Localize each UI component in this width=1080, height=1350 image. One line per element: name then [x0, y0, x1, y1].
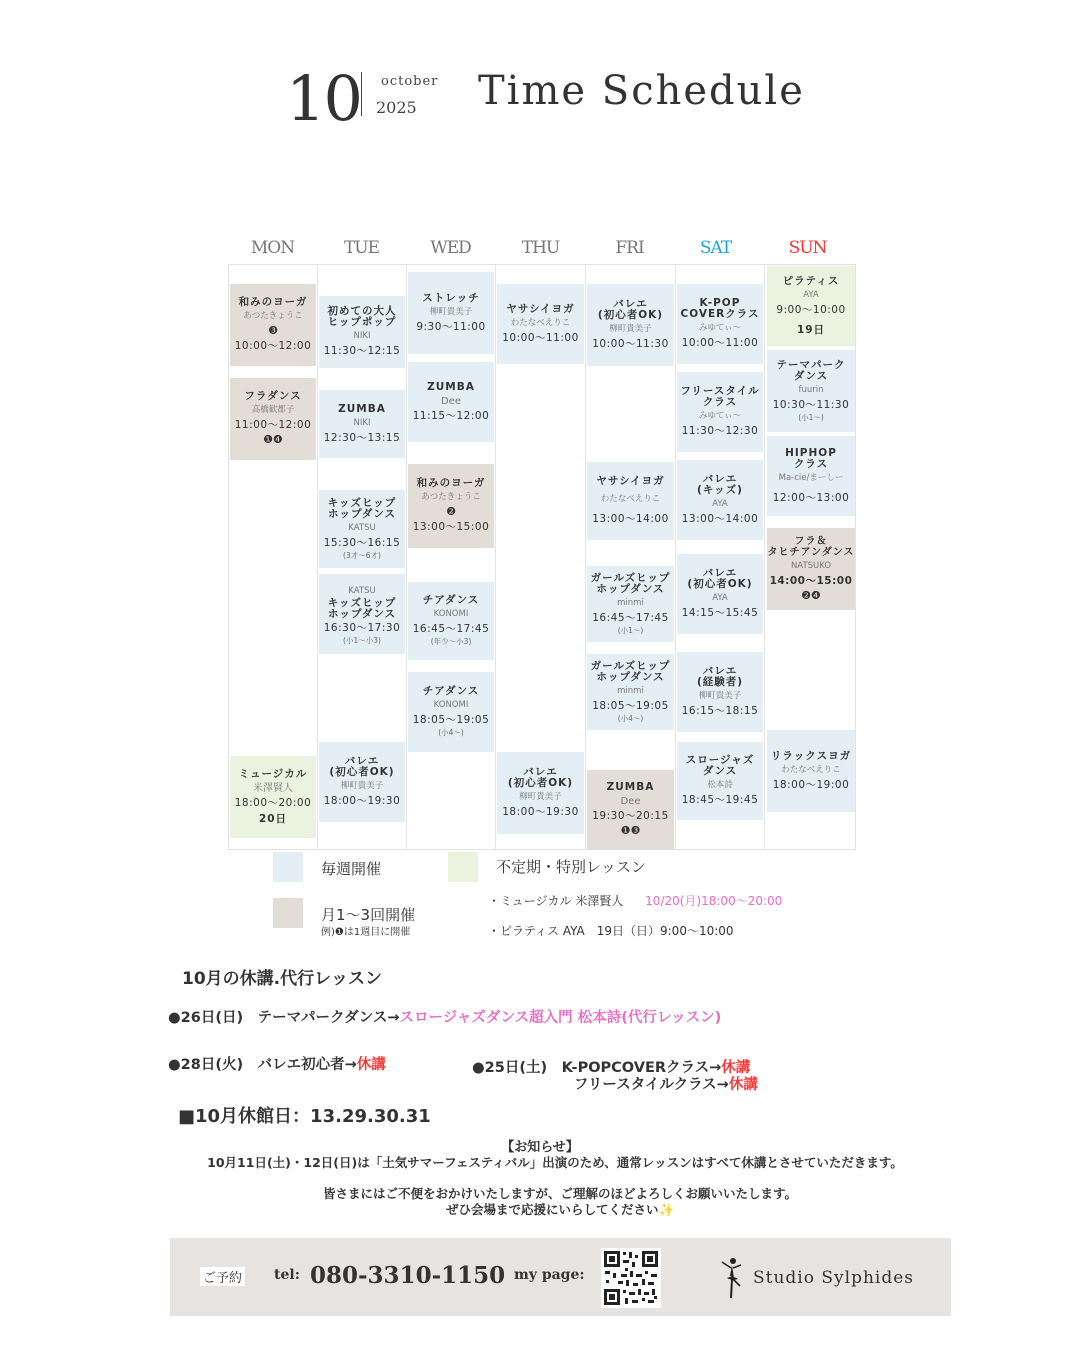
lesson-title: ガールズヒップ ホップダンス [590, 571, 671, 595]
lesson-title: バレエ (初心者OK) [687, 567, 753, 590]
lesson-card[interactable] [767, 266, 855, 346]
lesson-title: フラ＆ タヒチアンダンス [767, 535, 855, 558]
lesson-time: 11:15〜12:00 [412, 409, 490, 422]
lesson-card[interactable] [677, 372, 763, 452]
lesson-note: (3才〜6才) [343, 550, 381, 560]
lesson-teacher: AYA [803, 290, 819, 300]
lesson-title: リラックスヨガ [770, 749, 852, 762]
lesson-teacher: KONOMI [433, 700, 469, 710]
lesson-note: (年少〜小3) [430, 637, 472, 646]
lesson-time: 10:00〜11:30 [592, 338, 669, 350]
lesson-note: (小1〜) [617, 625, 644, 635]
lesson-time: 16:45〜17:45 [592, 611, 669, 624]
lesson-card[interactable] [408, 464, 494, 548]
closure-text: ●26日(日) テーマパークダンス→ [168, 1010, 400, 1026]
notice-line: 10月11日(土)・12日(日)は「土気サマーフェスティバル」出演のため、通常レッスンはすべて休講とさせていただきます。 [207, 1155, 903, 1170]
lesson-teacher: AYA [712, 593, 728, 603]
lesson-teacher: 柳町貴美子 [519, 792, 562, 802]
lesson-date: 20日 [258, 813, 288, 825]
lesson-card[interactable] [319, 390, 405, 458]
closure-item [168, 1006, 721, 1027]
lesson-teacher: NIKI [353, 417, 371, 428]
column-divider [585, 264, 586, 850]
lesson-note: (小1〜) [798, 412, 824, 422]
lesson-time: 9:30〜11:00 [416, 320, 486, 333]
lesson-teacher: 柳町貴美子 [340, 781, 384, 791]
lesson-card[interactable] [497, 752, 584, 834]
lesson-teacher: minmi [617, 597, 644, 608]
day-wed: WED [430, 238, 471, 258]
holidays: ■10月休館日：13.29.30.31 [178, 1106, 431, 1127]
lesson-card[interactable] [408, 582, 494, 660]
lesson-card[interactable] [677, 460, 763, 540]
lesson-teacher: minmi [617, 685, 644, 696]
month-name: october [381, 74, 439, 89]
lesson-time: 13:00〜15:00 [412, 521, 490, 533]
notice-heading: 【お知らせ】 [501, 1140, 579, 1155]
lesson-teacher: 松本詩 [707, 780, 733, 790]
lesson-title: バレエ (キッズ) [697, 473, 743, 496]
lesson-time: 18:00〜19:30 [502, 806, 579, 818]
lesson-time: 18:00〜19:30 [323, 795, 401, 807]
studio-name: Studio Sylphides [753, 1268, 915, 1288]
closure-text: ●28日(火) バレエ初心者→ [168, 1057, 357, 1073]
notice-line: 皆さまにはご不便をおかけいたしますが、ご理解のほどよろしくお願いいたします。 [322, 1186, 797, 1201]
lesson-time: 11:30〜12:30 [681, 425, 759, 437]
lesson-teacher: fuurin [798, 384, 824, 395]
tel-label: tel: [274, 1267, 300, 1283]
week-mark: ❸ [268, 324, 278, 337]
lesson-title: バレエ (初心者OK) [507, 766, 574, 789]
lesson-note: (小4〜) [438, 728, 464, 737]
closure-cancel: 休講 [721, 1060, 751, 1076]
lesson-card[interactable] [319, 574, 405, 654]
lesson-card[interactable] [677, 742, 763, 820]
lesson-teacher: わたなべえりこ [600, 494, 661, 504]
lesson-title: 和みのヨーガ [238, 296, 308, 308]
closure-cancel: 休講 [356, 1057, 386, 1073]
lesson-card[interactable] [677, 284, 763, 364]
legend-special-swatch [448, 852, 478, 882]
qr-code-icon[interactable] [601, 1248, 661, 1308]
lesson-card[interactable] [319, 742, 405, 822]
day-fri: FRI [615, 238, 644, 258]
lesson-title: キッズヒップ ホップダンス [327, 496, 397, 520]
legend-special-label: 不定期・特別レッスン [496, 858, 646, 876]
lesson-title: ミュージカル [238, 768, 308, 780]
lesson-title: HIPHOP クラス [785, 446, 837, 470]
lesson-title: 和みのヨーガ [416, 477, 486, 489]
day-mon: MON [250, 238, 295, 258]
lesson-teacher: Dee [440, 395, 461, 407]
legend-weekly-swatch [273, 852, 303, 882]
lesson-time: 18:05〜19:05 [412, 714, 490, 726]
special-item [488, 892, 782, 909]
ballerina-logo-icon [718, 1256, 744, 1300]
lesson-title: キッズヒップ ホップダンス [327, 596, 397, 620]
notice-line: ぜひ会場まで応援にいらしてください✨ [445, 1202, 675, 1217]
lesson-card[interactable] [587, 462, 674, 540]
week-mark: ❶❸ [620, 824, 641, 837]
day-headers [228, 238, 856, 260]
column-divider [764, 264, 765, 850]
lesson-card[interactable] [408, 672, 494, 752]
year: 2025 [376, 98, 417, 117]
closure-item [574, 1073, 758, 1094]
lesson-title: ピラティス [782, 275, 840, 287]
lesson-card[interactable] [230, 284, 316, 366]
lesson-card[interactable] [587, 566, 674, 642]
lesson-title: 初めての大人 ヒップポップ [327, 305, 397, 328]
lesson-card[interactable] [319, 296, 405, 368]
column-divider [675, 264, 676, 850]
lesson-card[interactable] [767, 350, 855, 432]
lesson-title: フリースタイル クラス [680, 385, 760, 408]
lesson-title: ZUMBA [427, 380, 475, 393]
lesson-title: バレエ (初心者OK) [329, 755, 395, 778]
lesson-card[interactable] [587, 284, 674, 366]
lesson-title: スロージャズ ダンス [685, 754, 755, 777]
lesson-title: ヤサシイヨガ [506, 302, 575, 315]
lesson-note: (小1〜小3) [343, 635, 381, 645]
lesson-title: ストレッチ [422, 291, 480, 304]
lesson-teacher: Ma-cie/まーしー [778, 472, 844, 483]
lesson-note: (小4〜) [617, 713, 644, 723]
day-sun: SUN [788, 238, 827, 258]
lesson-card[interactable] [230, 378, 316, 460]
reserve-label: ご予約 [200, 1267, 245, 1286]
lesson-teacher: みゆてぃ〜 [698, 411, 742, 421]
lesson-time: 18:00〜19:00 [772, 778, 850, 791]
lesson-time: 13:00〜14:00 [592, 513, 669, 525]
lesson-teacher: 柳町貴美子 [429, 306, 473, 317]
day-sat: SAT [699, 238, 732, 258]
day-thu: THU [521, 238, 560, 258]
lesson-title: ヤサシイヨガ [596, 475, 665, 487]
lesson-time: 19:30〜20:15 [592, 810, 669, 822]
lesson-teacher: わたなべえりこ [510, 317, 571, 328]
lesson-title: K-POP COVERクラス [680, 297, 760, 320]
lesson-teacher: AYA [712, 499, 728, 509]
lesson-title: バレエ (初心者OK) [597, 298, 664, 321]
lesson-teacher: あつたきょうこ [243, 311, 303, 321]
lesson-card[interactable] [230, 756, 316, 838]
lesson-title: ZUMBA [606, 781, 655, 793]
lesson-title: ZUMBA [338, 402, 386, 415]
lesson-time: 16:30〜17:30 [323, 621, 401, 634]
special-item-date: 10/20(月)18:00〜20:00 [645, 894, 783, 908]
lesson-time: 9:00〜10:00 [776, 304, 846, 316]
lesson-teacher: 柳町貴美子 [698, 691, 742, 701]
lesson-time: 18:05〜19:05 [592, 699, 669, 712]
legend-monthly-note: 例)❶は1週目に開催 [321, 927, 411, 938]
lesson-time: 11:30〜12:15 [323, 345, 401, 357]
column-divider [495, 264, 496, 850]
lesson-time: 10:00〜12:00 [234, 340, 312, 352]
week-mark: ❷❹ [801, 588, 821, 602]
lesson-title: チアダンス [422, 594, 480, 606]
lesson-time: 12:30〜13:15 [323, 431, 401, 444]
lesson-title: チアダンス [422, 685, 480, 697]
special-item-text: ・ミュージカル 米澤賢人 [488, 894, 624, 908]
lesson-card[interactable] [767, 436, 855, 516]
day-tue: TUE [343, 238, 380, 258]
header-divider [361, 72, 362, 116]
mypage-label: my page: [514, 1267, 585, 1283]
lesson-title: テーマパーク ダンス [776, 358, 846, 382]
lesson-card[interactable] [587, 770, 674, 850]
lesson-card[interactable] [677, 652, 763, 732]
lesson-title: バレエ (経験者) [696, 665, 744, 688]
lesson-time: 18:45〜19:45 [681, 794, 759, 806]
lesson-teacher: Dee [620, 796, 641, 807]
lesson-teacher: あつたきょうこ [421, 492, 481, 502]
lesson-time: 12:00〜13:00 [772, 491, 850, 504]
lesson-time: 14:15〜15:45 [681, 607, 759, 619]
lesson-time: 10:00〜11:00 [502, 331, 579, 344]
lesson-card[interactable] [587, 654, 674, 730]
week-mark: ❷ [446, 505, 456, 518]
lesson-card[interactable] [408, 272, 494, 354]
lesson-time: 10:00〜11:00 [681, 337, 759, 349]
closures-heading: 10月の休講.代行レッスン [182, 969, 382, 989]
lesson-date: 19日 [796, 324, 826, 336]
week-mark: ❶❹ [263, 433, 283, 446]
closure-substitute: スロージャズダンス超入門 松本詩(代行レッスン) [399, 1010, 722, 1026]
closure-text: ●25日(土) K-POPCOVERクラス→ [472, 1060, 722, 1076]
lesson-teacher: 高橋歓都子 [251, 405, 295, 415]
lesson-time: 15:30〜16:15 [323, 536, 401, 549]
lesson-teacher: わたなべえりこ [781, 764, 841, 775]
lesson-card[interactable] [408, 362, 494, 442]
legend-weekly-label: 毎週開催 [321, 860, 382, 878]
lesson-time: 14:00〜15:00 [769, 574, 853, 587]
lesson-title: フラダンス [244, 390, 302, 402]
closure-item [168, 1053, 386, 1074]
legend-monthly-swatch [273, 898, 303, 928]
lesson-time: 18:00〜20:00 [234, 797, 312, 809]
lesson-card[interactable] [319, 490, 405, 568]
lesson-card[interactable] [767, 528, 855, 610]
footer-bar [170, 1238, 951, 1316]
lesson-card[interactable] [767, 730, 855, 812]
lesson-time: 13:00〜14:00 [681, 513, 759, 525]
column-divider [406, 264, 407, 850]
lesson-teacher: KONOMI [433, 609, 469, 619]
closure-cancel: 休講 [728, 1077, 758, 1093]
closure-text: フリースタイルクラス→ [574, 1077, 729, 1093]
lesson-teacher: NIKI [353, 331, 371, 341]
lesson-teacher: 米澤賢人 [253, 783, 293, 794]
lesson-teacher: KATSU [348, 585, 376, 596]
lesson-teacher: NATSUKO [790, 560, 832, 571]
column-divider [317, 264, 318, 850]
lesson-time: 11:00〜12:00 [234, 419, 312, 431]
tel-number[interactable]: 080-3310-1150 [310, 1262, 506, 1289]
lesson-title: ガールズヒップ ホップダンス [590, 659, 671, 683]
lesson-time: 16:15〜18:15 [681, 705, 759, 717]
page-title: Time Schedule [478, 68, 805, 114]
month-number: 10 [286, 62, 361, 135]
lesson-card[interactable] [497, 284, 584, 364]
lesson-time: 10:30〜11:30 [772, 398, 850, 411]
lesson-card[interactable] [677, 554, 763, 634]
legend-monthly-label: 月1〜3回開催 [321, 906, 416, 924]
special-item: ・ピラティス AYA 19日（日）9:00〜10:00 [488, 924, 734, 938]
lesson-teacher: みゆてぃ〜 [698, 323, 742, 333]
lesson-teacher: KATSU [348, 522, 376, 533]
lesson-teacher: 柳町貴美子 [609, 324, 652, 334]
lesson-time: 16:45〜17:45 [412, 623, 490, 635]
